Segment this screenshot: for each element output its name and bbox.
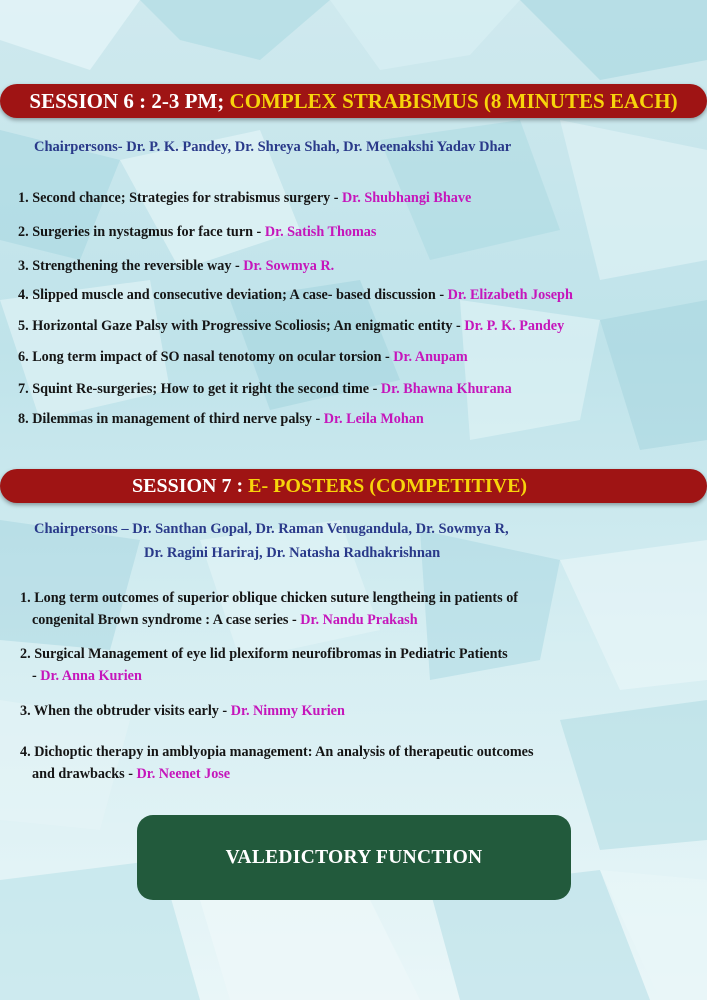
talk-speaker: Dr. Sowmya R. xyxy=(243,258,335,274)
session-6-heading-yellow: COMPLEX STRABISMUS (8 MINUTES EACH) xyxy=(229,88,678,113)
poster-speaker: Dr. Nandu Prakash xyxy=(300,612,418,628)
talk-speaker: Dr. Elizabeth Joseph xyxy=(447,287,573,303)
poster-speaker: Dr. Anna Kurien xyxy=(40,668,142,684)
session-7-banner xyxy=(0,469,707,503)
poster-item: 1. Long term outcomes of superior oblique chicken suture lengtheing in patients of congenital Brown syndrome : A case series - Dr. Nandu Prakash xyxy=(20,590,519,628)
valedictory-function-box xyxy=(137,815,571,900)
talk-item: 3. Strengthening the reversible way - Dr. Sowmya R. xyxy=(18,258,335,274)
talk-speaker: Dr. Leila Mohan xyxy=(323,411,424,427)
session-7-chairpersons-line1: Chairpersons – Dr. Santhan Gopal, Dr. Raman Venugandula, Dr. Sowmya R, xyxy=(34,521,509,537)
talk-item: 8. Dilemmas in management of third nerve palsy - Dr. Leila Mohan xyxy=(18,411,424,427)
poster-item: 4. Dichoptic therapy in amblyopia management: An analysis of therapeutic outcomes and drawbacks - Dr. Neenet Jose xyxy=(20,744,534,782)
talk-item: 5. Horizontal Gaze Palsy with Progressive Scoliosis; An enigmatic entity - Dr. P. K. Pandey xyxy=(18,318,565,334)
talk-speaker: Dr. Anupam xyxy=(393,349,468,365)
poster-speaker: Dr. Neenet Jose xyxy=(136,766,231,782)
talk-item: 1. Second chance; Strategies for strabismus surgery - Dr. Shubhangi Bhave xyxy=(18,190,472,206)
session-6-chairpersons: Chairpersons- Dr. P. K. Pandey, Dr. Shreya Shah, Dr. Meenakshi Yadav Dhar xyxy=(34,139,512,155)
talk-item: 6. Long term impact of SO nasal tenotomy on ocular torsion - Dr. Anupam xyxy=(18,349,468,365)
talk-speaker: Dr. P. K. Pandey xyxy=(464,318,565,334)
session-7-heading-white: SESSION 7 : xyxy=(132,474,244,497)
poster-item: 2. Surgical Management of eye lid plexiform neurofibromas in Pediatric Patients - Dr. Anna Kurien xyxy=(20,646,508,684)
poster-speaker: Dr. Nimmy Kurien xyxy=(230,703,345,719)
session-6-banner xyxy=(0,84,707,118)
talk-item: 2. Surgeries in nystagmus for face turn - Dr. Satish Thomas xyxy=(18,224,377,240)
session-7-chairpersons-line2: Dr. Ragini Hariraj, Dr. Natasha Radhakrishnan xyxy=(144,545,441,561)
talk-item: 7. Squint Re-surgeries; How to get it right the second time - Dr. Bhawna Khurana xyxy=(18,381,512,397)
talk-speaker: Dr. Bhawna Khurana xyxy=(380,381,512,397)
session-6-heading-white: SESSION 6 : 2-3 PM; xyxy=(29,88,225,113)
session-7-heading-yellow: E- POSTERS (COMPETITIVE) xyxy=(248,474,528,497)
talk-item: 4. Slipped muscle and consecutive deviation; A case- based discussion - Dr. Elizabeth Joseph xyxy=(18,287,573,303)
poster-item: 3. When the obtruder visits early - Dr. Nimmy Kurien xyxy=(20,703,345,719)
talk-speaker: Dr. Satish Thomas xyxy=(264,224,377,240)
talk-speaker: Dr. Shubhangi Bhave xyxy=(342,190,472,206)
valedictory-function-label: VALEDICTORY FUNCTION xyxy=(225,846,483,868)
